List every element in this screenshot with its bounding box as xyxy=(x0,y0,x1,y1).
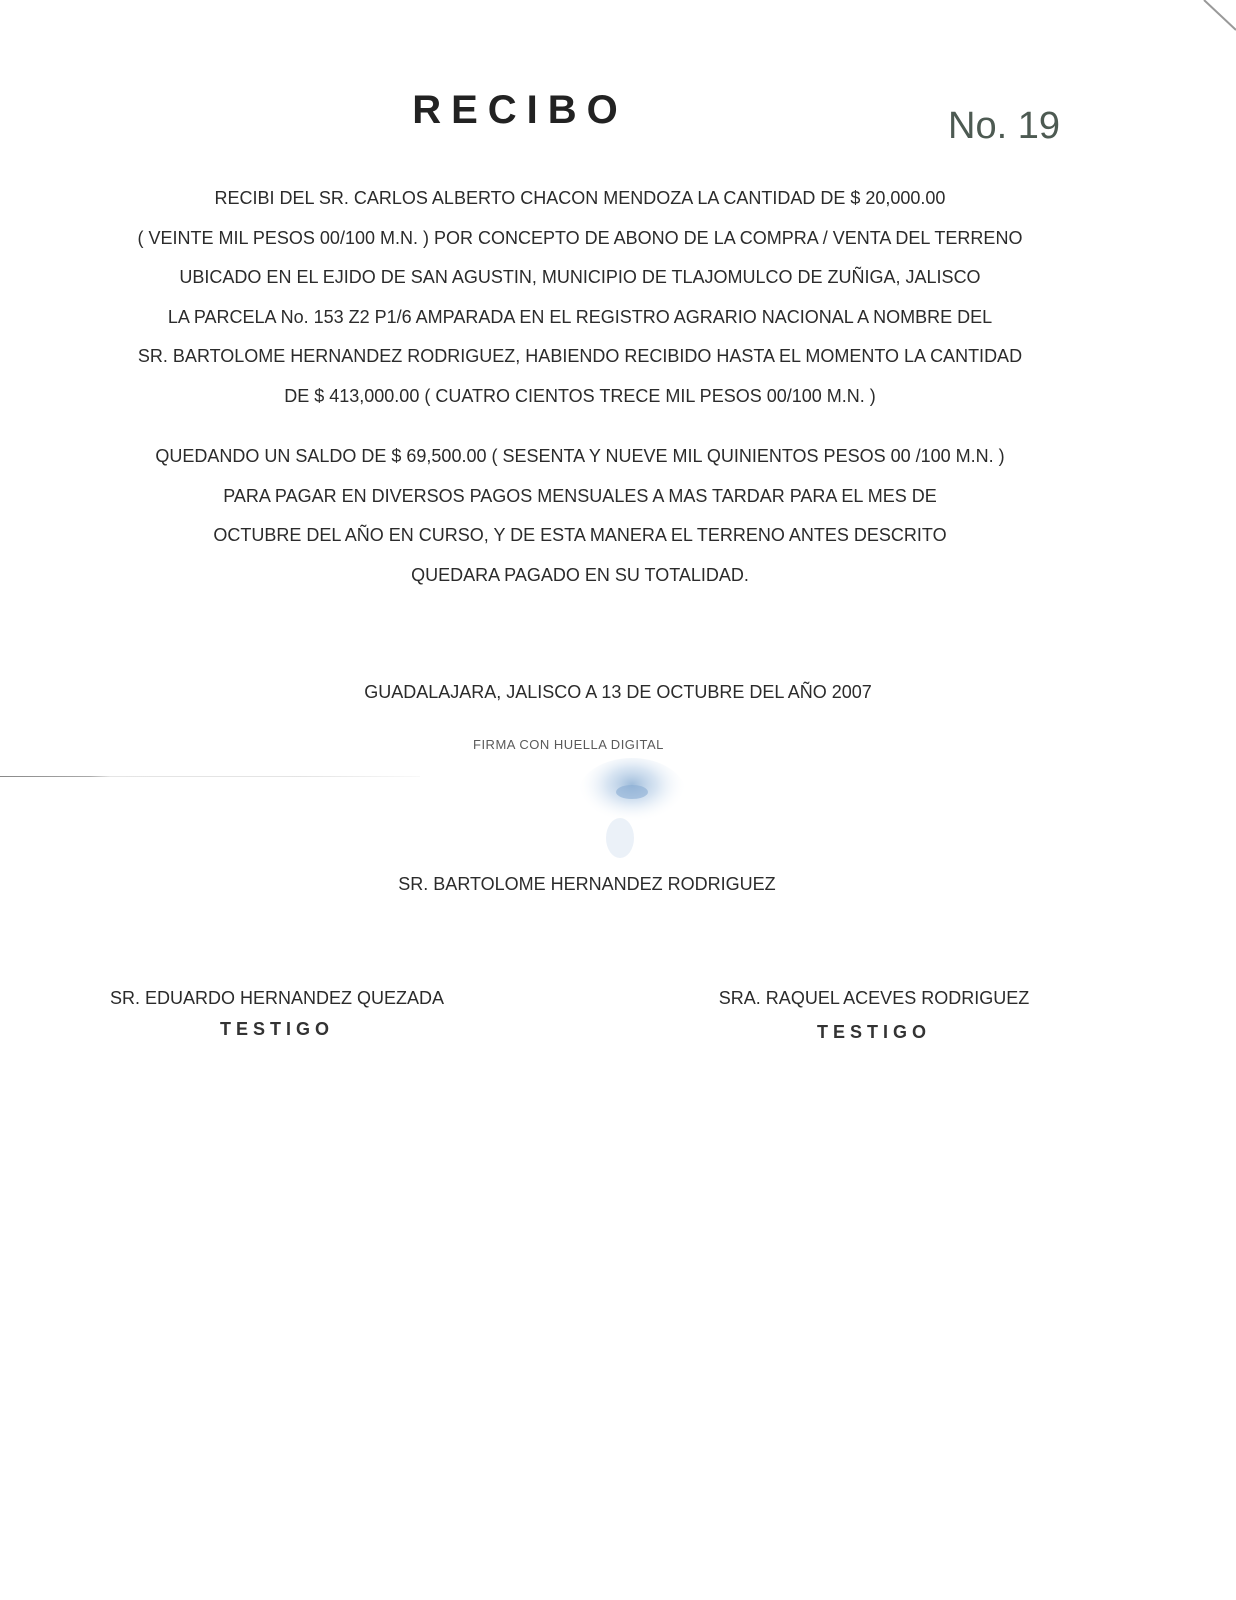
paragraph-line: LA PARCELA No. 153 Z2 P1/6 AMPARADA EN EL REGISTRO AGRARIO NACIONAL A NOMBRE DEL xyxy=(167,306,993,327)
signer-name: SR. BARTOLOME HERNANDEZ RODRIGUEZ xyxy=(398,874,776,894)
witness-name: SR. EDUARDO HERNANDEZ QUEZADA xyxy=(109,988,445,1008)
witness-name: SRA. RAQUEL ACEVES RODRIGUEZ xyxy=(718,988,1030,1008)
receipt-title: RECIBO xyxy=(412,88,628,132)
witness-role: TESTIGO xyxy=(219,1019,334,1039)
paragraph-line: QUEDANDO UN SALDO DE $ 69,500.00 ( SESENTA Y NUEVE MIL QUINIENTOS PESOS 00 /100 M.N. ) xyxy=(155,446,1005,466)
fingerprint-mark xyxy=(560,758,710,868)
receipt-number: No. 19 xyxy=(948,105,1060,147)
witness-1 xyxy=(94,988,460,1040)
paragraph-line: OCTUBRE DEL AÑO EN CURSO, Y DE ESTA MANERA EL TERRENO ANTES DESCRITO xyxy=(213,525,947,545)
page-corner-fold xyxy=(1196,0,1236,40)
place-date: GUADALAJARA, JALISCO A 13 DE OCTUBRE DEL AÑO 2007 xyxy=(364,682,872,702)
receipt-paragraph-1 xyxy=(80,179,1080,416)
witness-role: TESTIGO xyxy=(816,1022,931,1042)
paragraph-line: ( VEINTE MIL PESOS 00/100 M.N. ) POR CONCEPTO DE ABONO DE LA COMPRA / VENTA DEL TERRENO xyxy=(137,227,1023,248)
paragraph-line: RECIBI DEL SR. CARLOS ALBERTO CHACON MENDOZA LA CANTIDAD DE $ 20,000.00 xyxy=(214,188,946,208)
signature-line xyxy=(0,776,420,777)
signature-label: FIRMA CON HUELLA DIGITAL xyxy=(473,737,664,752)
paragraph-line: QUEDARA PAGADO EN SU TOTALIDAD. xyxy=(411,564,749,585)
paragraph-line: UBICADO EN EL EJIDO DE SAN AGUSTIN, MUNICIPIO DE TLAJOMULCO DE ZUÑIGA, JALISCO xyxy=(179,267,981,287)
paragraph-line: SR. BARTOLOME HERNANDEZ RODRIGUEZ, HABIENDO RECIBIDO HASTA EL MOMENTO LA CANTIDAD xyxy=(137,346,1023,366)
witness-2 xyxy=(703,988,1045,1043)
paragraph-line: DE $ 413,000.00 ( CUATRO CIENTOS TRECE MIL PESOS 00/100 M.N. ) xyxy=(284,385,876,406)
receipt-paragraph-2 xyxy=(80,437,1080,595)
paragraph-line: PARA PAGAR EN DIVERSOS PAGOS MENSUALES A MAS TARDAR PARA EL MES DE xyxy=(223,485,937,506)
